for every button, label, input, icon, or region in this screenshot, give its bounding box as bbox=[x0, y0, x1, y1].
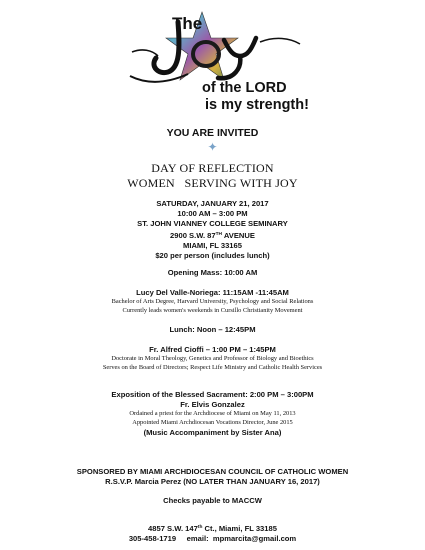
music-accompaniment: (Music Accompaniment by Sister Ana) bbox=[143, 427, 282, 437]
event-title-line1: DAY OF REFLECTION bbox=[151, 161, 274, 175]
exposition-bio-line2: Appointed Miami Archdiocesan Vocations Director, June 2015 bbox=[132, 419, 293, 426]
contact-address bbox=[0, 523, 425, 534]
speaker2-bio-line2: Serves on the Board of Directors; Respect Life Ministry and Catholic Health Services bbox=[102, 363, 323, 371]
event-address-ordinal: TH bbox=[215, 231, 223, 237]
logo-line-of-the-lord: of the LORD bbox=[202, 80, 287, 96]
event-date: SATURDAY, JANUARY 21, 2017 bbox=[156, 199, 269, 208]
contact-address-ordinal: th bbox=[197, 525, 203, 530]
contact-address-city: Ct., Miami, FL 33185 bbox=[202, 524, 277, 533]
event-city: MIAMI, FL 33165 bbox=[183, 240, 242, 250]
star-divider-icon: ✦ bbox=[207, 140, 218, 154]
event-title bbox=[0, 161, 425, 191]
opening-mass: Opening Mass: 10:00 AM bbox=[167, 268, 258, 277]
contact-phone-email: 305-458-1719 email: mpmarcita@gmail.com bbox=[128, 534, 297, 544]
exposition-presider: Fr. Elvis Gonzalez bbox=[180, 400, 245, 410]
exposition-bio-line1: Ordained a priest for the Archdiocese of Miami on May 11, 2013 bbox=[129, 410, 296, 418]
sponsor-line: SPONSORED BY MIAMI ARCHDIOCESAN COUNCIL OF CATHOLIC WOMEN bbox=[76, 467, 349, 476]
checks-payable: Checks payable to MACCW bbox=[163, 496, 262, 505]
contact-block bbox=[0, 523, 425, 544]
exposition-block bbox=[0, 390, 425, 438]
speaker2-bio-line1: Doctorate in Moral Theology, Genetics and Professor of Biology and Bioethics bbox=[111, 355, 314, 363]
rsvp-line: R.S.V.P. Marcia Perez (NO LATER THAN JANUARY 16, 2017) bbox=[105, 477, 320, 487]
lunch-time: Lunch: Noon – 12:45PM bbox=[169, 325, 256, 334]
event-title-line2: WOMEN SERVING WITH JOY bbox=[127, 176, 298, 190]
contact-address-street: 4857 S.W. 147 bbox=[148, 524, 198, 533]
joy-logo bbox=[110, 8, 320, 116]
speaker1-heading: Lucy Del Valle-Noriega: 11:15AM -11:45AM bbox=[136, 288, 289, 297]
speaker2-heading: Fr. Alfred Cioffi – 1:00 PM – 1:45PM bbox=[149, 345, 276, 354]
event-venue: ST. JOHN VIANNEY COLLEGE SEMINARY bbox=[137, 219, 288, 229]
speaker1-bio-line1: Bachelor of Arts Degree, Harvard University, Psychology and Social Relations bbox=[111, 298, 314, 306]
sponsor-block bbox=[0, 467, 425, 487]
event-address-avenue: AVENUE bbox=[222, 230, 255, 240]
event-address bbox=[0, 230, 425, 241]
invitation-heading: YOU ARE INVITED bbox=[166, 127, 259, 139]
event-details bbox=[0, 199, 425, 261]
event-price: $20 per person (includes lunch) bbox=[155, 251, 270, 261]
logo-word-the: The bbox=[172, 14, 203, 33]
speaker1-bio-line2: Currently leads women's weekends in Cursillo Christianity Movement bbox=[122, 306, 303, 314]
event-time: 10:00 AM – 3:00 PM bbox=[177, 209, 248, 219]
logo-line-strength: is my strength! bbox=[205, 97, 309, 113]
speaker1-block bbox=[0, 288, 425, 315]
exposition-heading: Exposition of the Blessed Sacrament: 2:00 PM – 3:00PM bbox=[111, 390, 314, 399]
event-address-street: 2900 S.W. 87 bbox=[170, 230, 216, 240]
speaker2-block bbox=[0, 345, 425, 372]
